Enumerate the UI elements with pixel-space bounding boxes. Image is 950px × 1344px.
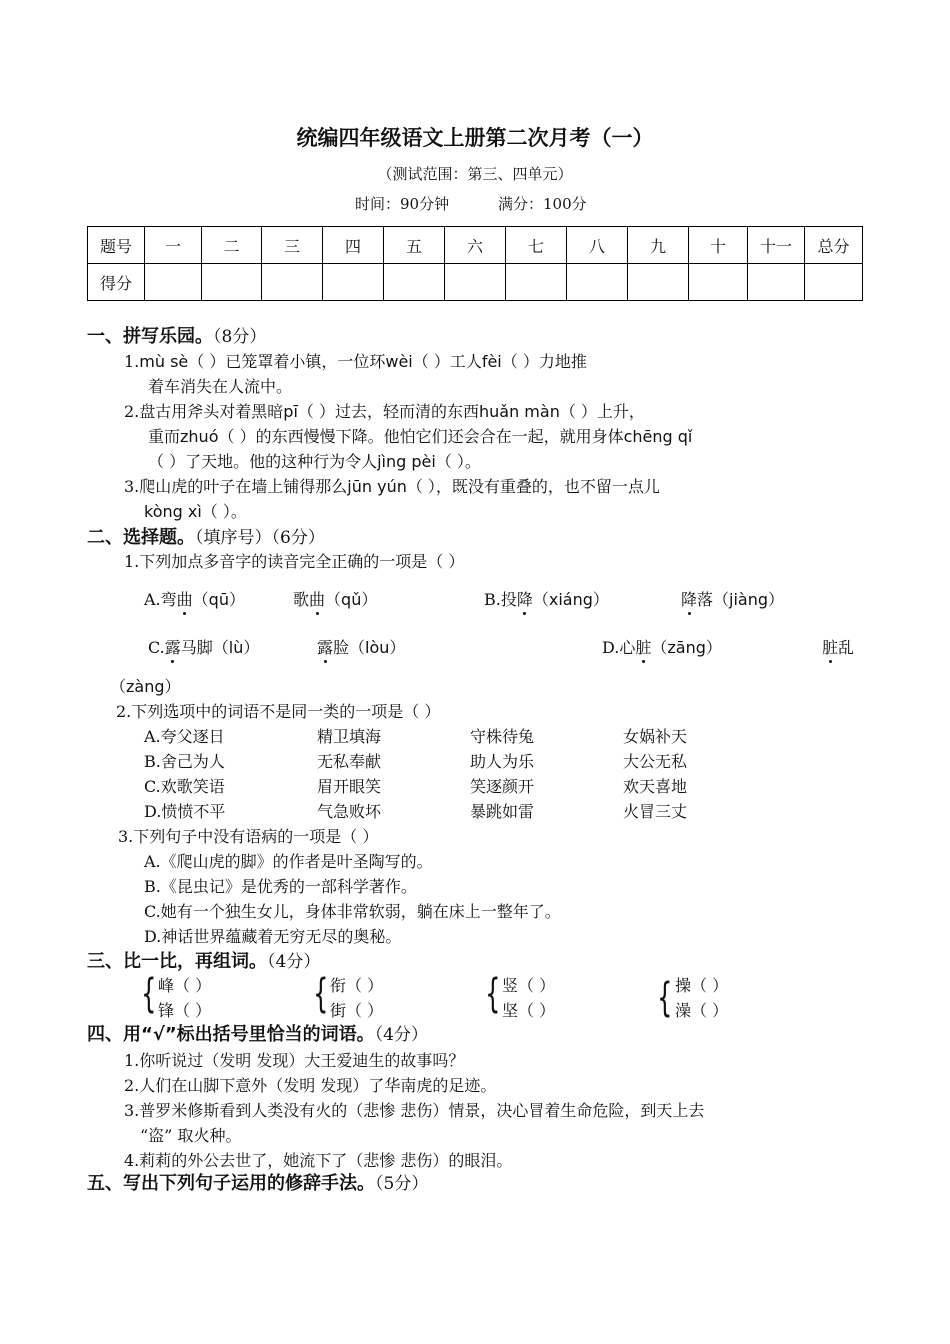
compare-word: 澡（ ） xyxy=(675,1001,729,1020)
blank-text: （ ）过去，轻而清的东西 xyxy=(297,402,479,421)
table-cell: 九 xyxy=(628,227,689,264)
option-word: B.舍己为人 xyxy=(144,752,225,771)
pinyin: （jiàng） xyxy=(713,590,785,609)
score-input-cell[interactable] xyxy=(567,264,628,301)
pinyin: kòng xì xyxy=(144,502,202,521)
dotted-char: 脏 xyxy=(635,638,652,657)
s2-q1-option-c2 xyxy=(317,638,405,658)
section-4-heading xyxy=(87,1024,428,1047)
s1-q2-line1 xyxy=(124,402,645,422)
dotted-char: 降 xyxy=(681,590,698,609)
text: 歌 xyxy=(293,590,310,609)
pinyin: huǎn màn xyxy=(478,402,560,421)
pinyin: pī xyxy=(283,402,298,421)
score-table xyxy=(87,226,863,301)
table-cell: 七 xyxy=(506,227,567,264)
table-cell: 十一 xyxy=(748,227,805,264)
compare-word: 衔（ ） xyxy=(330,976,384,995)
pinyin: jūn yún xyxy=(347,477,407,496)
dotted-char: 曲 xyxy=(176,590,193,609)
table-cell: 六 xyxy=(445,227,506,264)
s2-q1-stem: 1.下列加点多音字的读音完全正确的一项是（ ） xyxy=(124,552,465,571)
option-word: 守株待兔 xyxy=(470,727,535,746)
option-word: 暴跳如雷 xyxy=(470,802,535,821)
brace-icon: { xyxy=(313,971,329,1017)
score-input-cell[interactable] xyxy=(689,264,748,301)
table-cell: 二 xyxy=(202,227,262,264)
score-table-header-row xyxy=(88,227,863,264)
blank-text: （ ）。 xyxy=(201,502,247,521)
pinyin: jìng pèi xyxy=(377,452,436,471)
text: 马脚 xyxy=(180,638,213,657)
score-input-cell[interactable] xyxy=(628,264,689,301)
section-1-title: 一、拼写乐园。 xyxy=(87,326,213,347)
brace-icon: { xyxy=(141,971,157,1017)
table-cell: 四 xyxy=(323,227,384,264)
pinyin: wèi xyxy=(385,352,413,371)
section-1-points: （8分） xyxy=(213,327,267,347)
brace-icon: { xyxy=(657,975,673,1021)
time-label: 时间：90分钟 xyxy=(355,195,450,213)
table-cell: 十 xyxy=(689,227,748,264)
pinyin: （qū） xyxy=(192,590,245,609)
score-input-cell[interactable] xyxy=(748,264,805,301)
s2-q1-option-b xyxy=(484,590,609,610)
option-word: 气急败坏 xyxy=(317,802,382,821)
score-input-cell[interactable] xyxy=(262,264,323,301)
score-input-cell[interactable] xyxy=(384,264,445,301)
blank-text: （ ）了天地。他的这种行为令人 xyxy=(148,452,378,471)
blank-text: （ ）的东西慢慢下降。他怕它们还会合在一起，就用身体 xyxy=(218,427,624,446)
score-input-cell[interactable] xyxy=(445,264,506,301)
page-title: 统编四年级语文上册第二次月考（一） xyxy=(296,125,654,150)
pinyin: chēng qǐ xyxy=(623,427,693,446)
section-2-heading xyxy=(87,527,325,550)
table-cell: 八 xyxy=(567,227,628,264)
s2-q1-option-c xyxy=(148,638,259,658)
dotted-char: 露 xyxy=(317,638,334,657)
s2-q3-stem: 3.下列句子中没有语病的一项是（ ） xyxy=(118,827,379,846)
table-cell: 三 xyxy=(262,227,323,264)
option-word: C.欢歌笑语 xyxy=(144,777,225,796)
pinyin: （qǔ） xyxy=(325,590,378,609)
s4-item: 2.人们在山脚下意外（发明 发现）了华南虎的足迹。 xyxy=(124,1076,497,1095)
s2-q1-option-d xyxy=(602,638,722,658)
option-word: 无私奉献 xyxy=(317,752,382,771)
s1-q2-line2 xyxy=(148,427,692,447)
option-word: 眉开眼笑 xyxy=(317,777,382,796)
blank-text: （ ）力地推 xyxy=(501,352,587,371)
option-word: 精卫填海 xyxy=(317,727,382,746)
table-cell: 得分 xyxy=(88,264,145,301)
text: B.投 xyxy=(484,590,517,609)
section-3-heading xyxy=(87,951,320,974)
s2-q1-option-d2-pinyin: （zàng） xyxy=(110,677,181,696)
compare-word: 锋（ ） xyxy=(158,1001,212,1020)
pinyin: （zāng） xyxy=(651,638,722,657)
q-number: 1. xyxy=(124,352,140,371)
s4-item: 1.你听说过（发明 发现）大王爱迪生的故事吗？ xyxy=(124,1051,465,1070)
score-input-cell[interactable] xyxy=(506,264,567,301)
score-input-cell[interactable] xyxy=(323,264,384,301)
option-word: 火冒三丈 xyxy=(623,802,688,821)
compare-word: 街（ ） xyxy=(330,1001,384,1020)
table-cell: 五 xyxy=(384,227,445,264)
option-word: 女娲补天 xyxy=(623,727,688,746)
section-2-title: 二、选择题。 xyxy=(87,527,195,548)
s1-q3-line2 xyxy=(144,502,247,522)
text: C. xyxy=(148,638,165,657)
compare-word: 操（ ） xyxy=(675,976,729,995)
pinyin: mù sè xyxy=(139,352,189,371)
section-4-points: （4分） xyxy=(374,1025,428,1045)
option-word: A.夸父逐日 xyxy=(144,727,225,746)
section-2-points: （填序号）（6分） xyxy=(195,528,325,548)
s4-item-continuation: “盗” 取火种。 xyxy=(140,1126,242,1145)
text: 2.盘古用斧头对着黑暗 xyxy=(124,402,284,421)
test-scope: （测试范围：第三、四单元） xyxy=(377,165,573,183)
option-word: D.愤愤不平 xyxy=(144,802,226,821)
compare-word: 坚（ ） xyxy=(502,1001,556,1020)
table-cell: 一 xyxy=(145,227,202,264)
blank-text: （ ），既没有重叠的，也不留一点儿 xyxy=(406,477,660,496)
table-cell: 题号 xyxy=(88,227,145,264)
option-word: 欢天喜地 xyxy=(623,777,688,796)
s1-q1-line2: 着车消失在人流中。 xyxy=(148,377,293,396)
s1-q3-line1 xyxy=(124,477,660,497)
s1-q2-line3 xyxy=(148,452,481,472)
text: 乱 xyxy=(838,638,855,657)
s2-q2-stem: 2.下列选项中的词语不是同一类的一项是（ ） xyxy=(116,702,441,721)
score-input-cell[interactable] xyxy=(202,264,262,301)
section-5-heading xyxy=(87,1173,428,1196)
s2-q1-option-a2 xyxy=(293,590,377,610)
pinyin: （lù） xyxy=(212,638,260,657)
blank-text: （ ）已笼罩着小镇，一位环 xyxy=(188,352,386,371)
s2-q3-option: A.《爬山虎的脚》的作者是叶圣陶写的。 xyxy=(144,852,433,871)
score-table-score-row xyxy=(88,264,863,301)
text: 脸 xyxy=(333,638,350,657)
brace-icon: { xyxy=(485,971,501,1017)
dotted-char: 脏 xyxy=(822,638,839,657)
text: D.心 xyxy=(602,638,636,657)
section-3-points: （4分） xyxy=(267,952,321,972)
dotted-char: 曲 xyxy=(309,590,326,609)
compare-word: 峰（ ） xyxy=(158,976,212,995)
s2-q3-option: C.她有一个独生女儿，身体非常软弱，躺在床上一整年了。 xyxy=(144,902,561,921)
s2-q1-option-a xyxy=(144,590,245,610)
blank-text: （ ）。 xyxy=(435,452,481,471)
s2-q3-option: D.神话世界蕴藏着无穷无尽的奥秘。 xyxy=(144,927,402,946)
score-input-cell[interactable] xyxy=(145,264,202,301)
table-cell: 总分 xyxy=(805,227,863,264)
score-input-cell[interactable] xyxy=(805,264,863,301)
s1-q1-line1 xyxy=(124,352,587,372)
s2-q3-option: B.《昆虫记》是优秀的一部科学著作。 xyxy=(144,877,417,896)
full-score-label: 满分：100分 xyxy=(498,195,587,213)
blank-text: （ ）工人 xyxy=(412,352,482,371)
pinyin: zhuó xyxy=(180,427,219,446)
section-3-title: 三、比一比，再组词。 xyxy=(87,951,267,972)
section-4-title: 四、用“√”标出括号里恰当的词语。 xyxy=(87,1024,375,1045)
pinyin: （xiáng） xyxy=(532,590,609,609)
compare-word: 竖（ ） xyxy=(502,976,556,995)
text: 3.爬山虎的叶子在墙上铺得那么 xyxy=(124,477,348,496)
section-5-title: 五、写出下列句子运用的修辞手法。 xyxy=(87,1173,375,1194)
option-word: 助人为乐 xyxy=(470,752,535,771)
text: A.弯 xyxy=(144,590,177,609)
s4-item: 4.莉莉的外公去世了，她流下了（悲惨 悲伤）的眼泪。 xyxy=(124,1151,513,1170)
text: 落 xyxy=(697,590,714,609)
blank-text: （ ）上升， xyxy=(559,402,645,421)
section-1-heading xyxy=(87,326,266,349)
s2-q1-option-d2 xyxy=(822,638,854,658)
dotted-char: 露 xyxy=(164,638,181,657)
option-word: 大公无私 xyxy=(623,752,688,771)
text: 重而 xyxy=(148,427,181,446)
option-word: 笑逐颜开 xyxy=(470,777,535,796)
pinyin: fèi xyxy=(481,352,502,371)
pinyin: （lòu） xyxy=(349,638,406,657)
section-5-points: （5分） xyxy=(375,1174,429,1194)
s4-item: 3.普罗米修斯看到人类没有火的（悲惨 悲伤）情景，决心冒着生命危险，到天上去 xyxy=(124,1101,705,1120)
dotted-char: 降 xyxy=(516,590,533,609)
s2-q1-option-b2 xyxy=(681,590,784,610)
